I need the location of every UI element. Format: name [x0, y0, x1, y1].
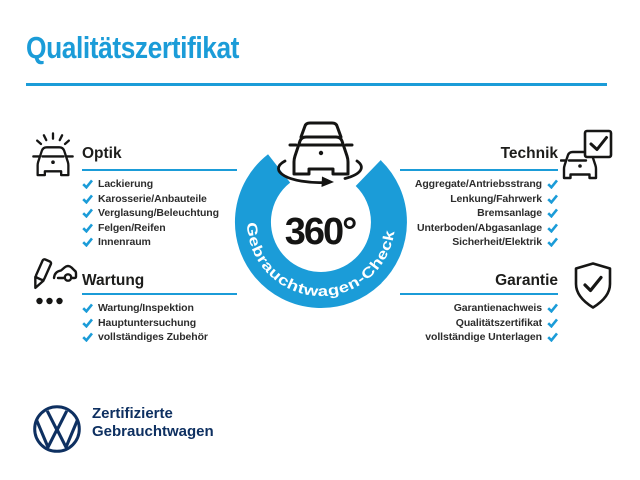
item-label: Karosserie/Anbauteile [98, 192, 207, 205]
check-icon [82, 303, 93, 313]
check-icon [547, 318, 558, 328]
check-icon [547, 179, 558, 189]
check-icon [82, 208, 93, 218]
item-label: Innenraum [98, 236, 151, 249]
item-label: Wartung/Inspektion [98, 302, 194, 315]
item-label: Hauptuntersuchung [98, 316, 197, 329]
section-title-wartung: Wartung [82, 272, 145, 289]
section-rule-garantie [400, 293, 558, 295]
list-item [82, 206, 219, 221]
check-icon [547, 223, 558, 233]
item-label: Bremsanlage [477, 207, 542, 220]
section-title-optik: Optik [82, 145, 122, 162]
check-icon [82, 237, 93, 247]
item-label: Sicherheit/Elektrik [452, 236, 542, 249]
list-item [82, 316, 208, 331]
check-icon [82, 179, 93, 189]
list-item [82, 330, 208, 345]
list-item [82, 235, 219, 250]
car-checkbox-icon [560, 128, 618, 186]
title-divider [26, 83, 607, 86]
check-icon [547, 303, 558, 313]
list-item [82, 192, 219, 207]
item-label: vollständige Unterlagen [425, 331, 542, 344]
section-title-technik: Technik [500, 145, 558, 162]
list-item [340, 316, 558, 331]
optik-item-list [82, 177, 219, 250]
check-icon [547, 332, 558, 342]
pen-car-icon [27, 258, 79, 312]
check-icon [82, 194, 93, 204]
item-label: Lackierung [98, 178, 154, 191]
check-icon [547, 237, 558, 247]
list-item [82, 177, 219, 192]
page-title: Qualitätszertifikat [26, 30, 240, 65]
list-item [82, 301, 208, 316]
degree-label: 360° [284, 211, 356, 253]
item-label: Qualitätszertifikat [455, 316, 542, 329]
item-label: Aggregate/Antriebsstrang [414, 178, 542, 191]
item-label: Garantienachweis [453, 302, 542, 315]
360-check-badge [221, 112, 421, 312]
list-item [82, 221, 219, 236]
ring-label: Gebrauchtwagen-Check [242, 221, 399, 301]
wartung-item-list [82, 301, 208, 345]
check-icon [82, 332, 93, 342]
car-rotation-icon [278, 123, 361, 187]
item-label: Felgen/Reifen [98, 221, 166, 234]
section-rule-wartung [82, 293, 237, 295]
car-shine-icon [29, 131, 77, 179]
section-title-garantie: Garantie [495, 272, 558, 289]
footer-claim-line1: Zertifizierte [92, 405, 173, 422]
shield-check-icon [571, 261, 615, 311]
vw-logo [32, 404, 82, 454]
check-icon [82, 318, 93, 328]
check-icon [547, 208, 558, 218]
item-label: vollständiges Zubehör [98, 331, 208, 344]
item-label: Lenkung/Fahrwerk [450, 192, 542, 205]
check-icon [547, 194, 558, 204]
check-icon [82, 223, 93, 233]
section-rule-optik [82, 169, 237, 171]
footer-claim-line2: Gebrauchtwagen [92, 423, 214, 440]
list-item [340, 330, 558, 345]
item-label: Unterboden/Abgasanlage [417, 221, 542, 234]
section-rule-technik [400, 169, 558, 171]
footer-claim [92, 405, 214, 441]
item-label: Verglasung/Beleuchtung [98, 207, 219, 220]
